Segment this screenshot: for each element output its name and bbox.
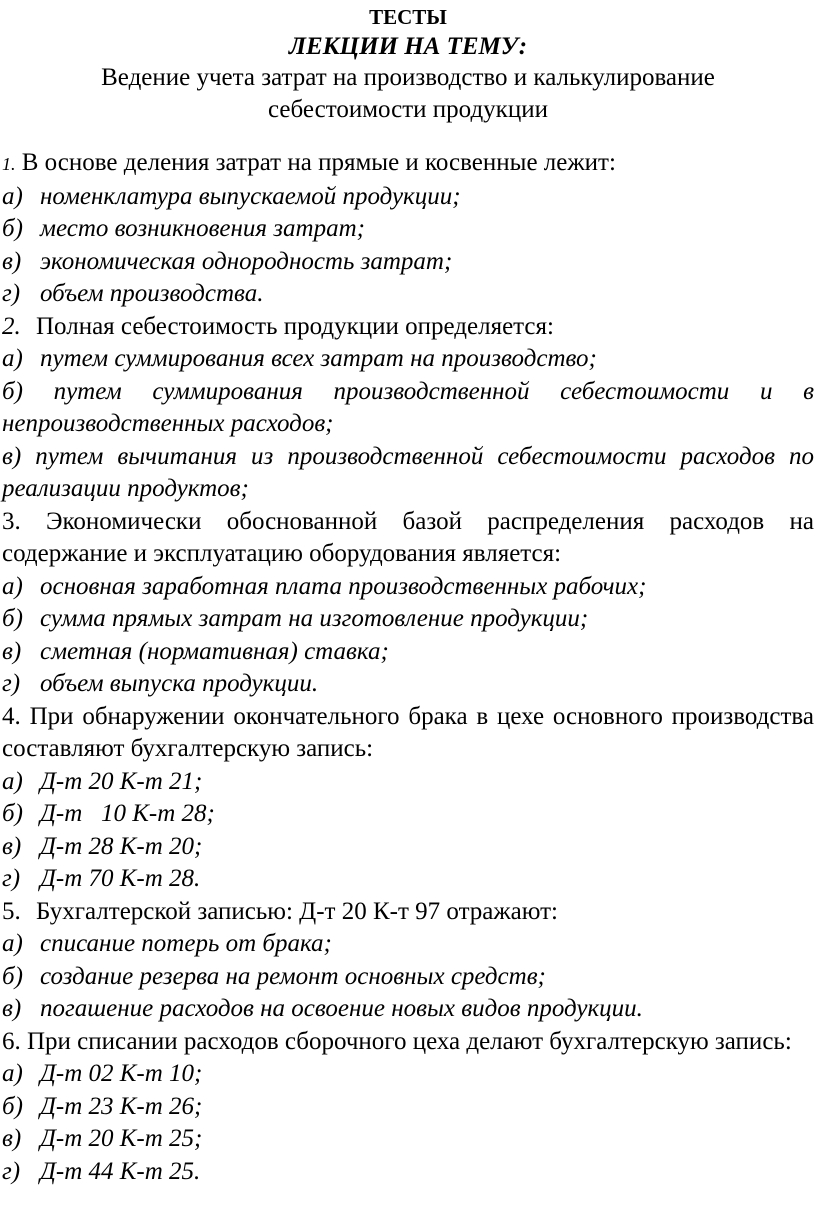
question-text: Бухгалтерской записью: Д-т 20 К-т 97 отражают:: [36, 897, 558, 925]
question-number: 6.: [2, 1027, 21, 1055]
question-2: [2, 311, 814, 344]
answer-option: б) Д-т 23 К-т 26;: [2, 1092, 203, 1120]
question-3: [2, 506, 814, 571]
answer-option: в) Д-т 28 К-т 20;: [2, 832, 203, 860]
answer-option: а) Д-т 20 К-т 21;: [2, 767, 203, 795]
question-number: 4.: [2, 702, 21, 730]
answer-option: в) Д-т 20 К-т 25;: [2, 1125, 203, 1152]
document-header: [0, 4, 816, 126]
answer-option: а) основная заработная плата производственных рабочих;: [2, 572, 647, 600]
questions-list: [0, 147, 816, 1188]
answer-option: а) номенклатура выпускаемой продукции;: [2, 182, 461, 210]
answer-option: г) объем производства.: [2, 280, 264, 307]
question-text: В основе деления затрат на прямые и косвенные лежит:: [21, 149, 616, 176]
question-1: [2, 147, 814, 181]
answer-option: б) место возникновения затрат;: [2, 215, 365, 242]
question-6: [2, 1026, 814, 1059]
question-text: При списании расходов сборочного цеха делают бухгалтерскую запись:: [27, 1027, 792, 1055]
topic-line-1: Ведение учета затрат на производство и калькулирование: [101, 64, 715, 91]
topic-line-2: себестоимости продукции: [268, 96, 548, 123]
answer-option: в) сметная (нормативная) ставка;: [2, 637, 389, 665]
question-5: [2, 896, 814, 929]
question-number: 3.: [2, 507, 21, 535]
answer-option: г) объем выпуска продукции.: [2, 670, 319, 697]
question-number: 2.: [2, 312, 21, 340]
answer-option: в) экономическая однородность затрат;: [2, 247, 453, 275]
question-text: Экономически обоснованной базой распределения расходов на содержание и эксплуатацию оборудования является:: [2, 507, 814, 567]
question-number: 1.: [2, 154, 16, 174]
answer-option: г) Д-т 70 К-т 28.: [2, 865, 201, 892]
answer-option: в) погашение расходов на освоение новых видов продукции.: [2, 995, 643, 1022]
answer-option: г) Д-т 44 К-т 25.: [2, 1157, 201, 1185]
document-subtitle: ЛЕКЦИИ НА ТЕМУ:: [288, 33, 528, 60]
question-4: [2, 701, 814, 766]
question-text: При обнаружении окончательного брака в цехе основного производства составляют бухгалтерскую запись:: [2, 702, 814, 762]
answer-option: а) Д-т 02 К-т 10;: [2, 1060, 203, 1087]
question-number: 5.: [2, 897, 21, 925]
answer-option: а) списание потерь от брака;: [2, 930, 332, 957]
question-text: Полная себестоимость продукции определяется:: [36, 312, 554, 340]
answer-option: б) путем суммирования производственной себестоимости и в непроизводственных расходов;: [2, 377, 814, 437]
answer-option: в) путем вычитания из производственной себестоимости расходов по реализации продуктов;: [2, 442, 815, 502]
answer-option: а) путем суммирования всех затрат на производство;: [2, 345, 597, 372]
document-title: ТЕСТЫ: [369, 5, 447, 29]
answer-option: б) создание резерва на ремонт основных средств;: [2, 962, 546, 990]
answer-option: б) Д-т 10 К-т 28;: [2, 800, 215, 827]
answer-option: б) сумма прямых затрат на изготовление продукции;: [2, 605, 589, 632]
